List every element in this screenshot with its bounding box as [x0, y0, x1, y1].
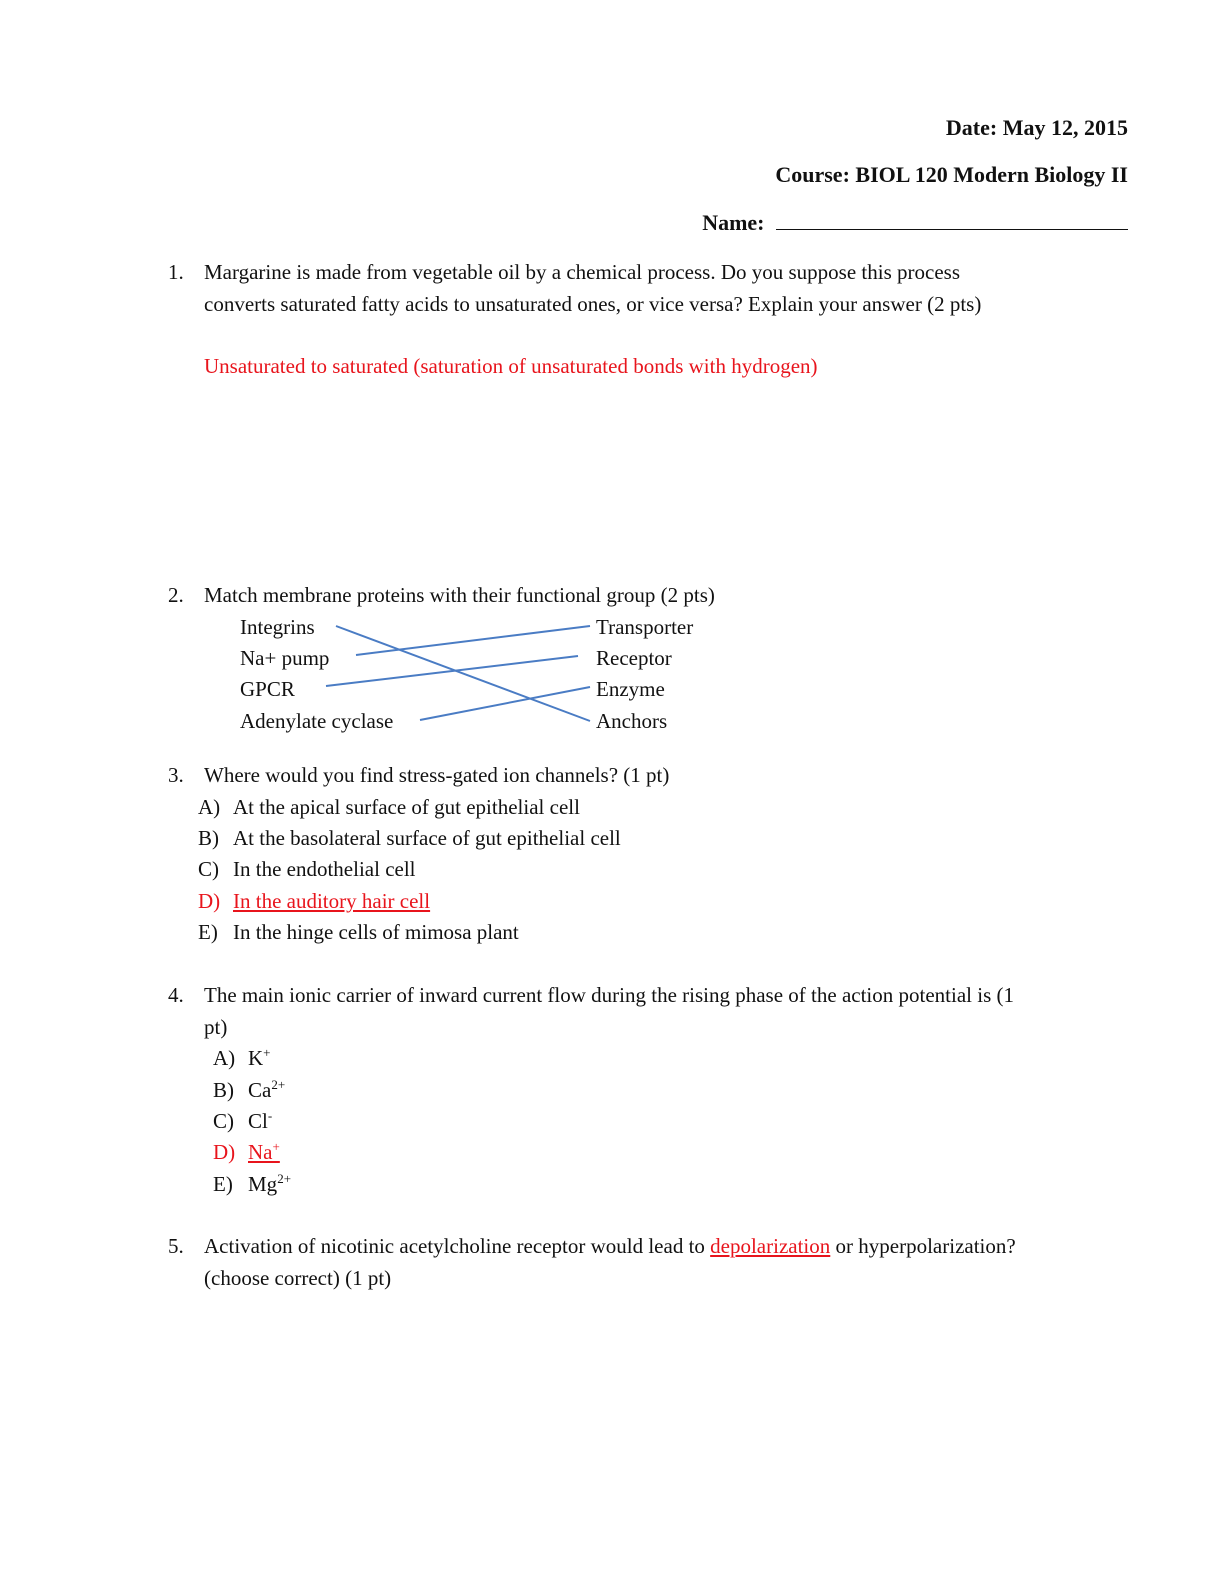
q4-option-a-letter: A): [213, 1046, 236, 1070]
q1-answer: Unsaturated to saturated (saturation of unsaturated bonds with hydrogen): [204, 354, 818, 378]
q2-right-item-transporter: Transporter: [596, 615, 694, 639]
q4-option-b-letter: B): [213, 1078, 234, 1102]
match-line-na-pump-transporter: [356, 626, 590, 655]
q2-number: 2.: [168, 583, 184, 607]
q4-option-d-ion: Na+: [248, 1139, 280, 1164]
q1-number: 1.: [168, 260, 184, 284]
q3-number: 3.: [168, 763, 184, 787]
q2-right-item-receptor: Receptor: [596, 646, 672, 670]
q3-option-c: [198, 857, 416, 881]
q5-text-line1: [204, 1236, 1016, 1257]
q4-text-line1: The main ionic carrier of inward current flow during the rising phase of the action potential is (1: [204, 983, 1014, 1007]
q4-option-a-ion: K+: [248, 1045, 271, 1070]
q3-option-a-letter: A): [198, 795, 221, 819]
q4-option-d-correct: [213, 1139, 280, 1164]
q2-right-item-enzyme: Enzyme: [596, 677, 665, 701]
q3-option-c-text: In the endothelial cell: [233, 857, 416, 881]
q2-left-item-na-pump: Na+ pump: [240, 646, 330, 670]
q3-option-b: [198, 826, 621, 850]
q1-text-line1: Margarine is made from vegetable oil by a chemical process. Do you suppose this process: [204, 260, 960, 284]
q2-text: Match membrane proteins with their functional group (2 pts): [204, 583, 715, 607]
name-label: Name:: [702, 210, 765, 235]
q5-text-line2: (choose correct) (1 pt): [204, 1266, 392, 1290]
q4-number: 4.: [168, 983, 184, 1007]
q2-left-item-adenylate-cyclase: Adenylate cyclase: [240, 709, 394, 733]
q5-prefix: Activation of nicotinic acetylcholine receptor would lead to: [204, 1234, 711, 1258]
q4-option-e-ion: $Mg^{2+}$: [248, 1171, 292, 1196]
q3-option-e-text: In the hinge cells of mimosa plant: [233, 920, 519, 944]
q5-answer: depolarization: [710, 1234, 831, 1258]
q1-text-line2: converts saturated fatty acids to unsaturated ones, or vice versa? Explain your answer (2 pts): [204, 292, 982, 316]
q4-option-d-letter: D): [213, 1140, 236, 1164]
q3-option-d-text: In the auditory hair cell: [233, 889, 431, 913]
q3-option-e: [198, 920, 519, 944]
q3-option-b-letter: B): [198, 826, 219, 850]
q3-option-b-text: At the basolateral surface of gut epithelial cell: [233, 826, 621, 850]
course-heading: Course: BIOL 120 Modern Biology II: [775, 162, 1128, 187]
q4-text-line2: pt): [204, 1015, 228, 1039]
q4-option-b: [213, 1077, 286, 1102]
q3-option-a-text: At the apical surface of gut epithelial cell: [233, 795, 580, 819]
q3-option-d-letter: D): [198, 889, 221, 913]
match-line-gpcr-receptor: [326, 656, 578, 686]
q4-option-c: [213, 1108, 273, 1133]
q4-option-a: [213, 1045, 271, 1070]
q2-left-item-integrins: Integrins: [240, 615, 315, 639]
q4-option-b-ion: $Ca^{2+}$: [248, 1077, 286, 1102]
q4-option-c-letter: C): [213, 1109, 234, 1133]
q3-option-a: [198, 795, 580, 819]
q3-option-d-correct: [198, 889, 431, 913]
match-line-adenylate-cyclase-enzyme: [420, 687, 590, 720]
q3-option-e-letter: E): [198, 920, 218, 944]
q4-option-c-ion: Cl-: [248, 1108, 273, 1133]
q4-option-e: [213, 1171, 292, 1196]
q5-number: 5.: [168, 1234, 184, 1258]
q3-text: Where would you find stress-gated ion channels? (1 pt): [204, 763, 670, 787]
q4-option-e-letter: E): [213, 1172, 233, 1196]
q2-right-item-anchors: Anchors: [596, 709, 668, 733]
q5-suffix: or hyperpolarization?: [830, 1234, 1016, 1258]
match-line-integrins-anchors: [336, 626, 590, 721]
q3-option-c-letter: C): [198, 857, 219, 881]
q2-left-item-gpcr: GPCR: [240, 677, 295, 701]
date-heading: Date: May 12, 2015: [945, 115, 1128, 140]
